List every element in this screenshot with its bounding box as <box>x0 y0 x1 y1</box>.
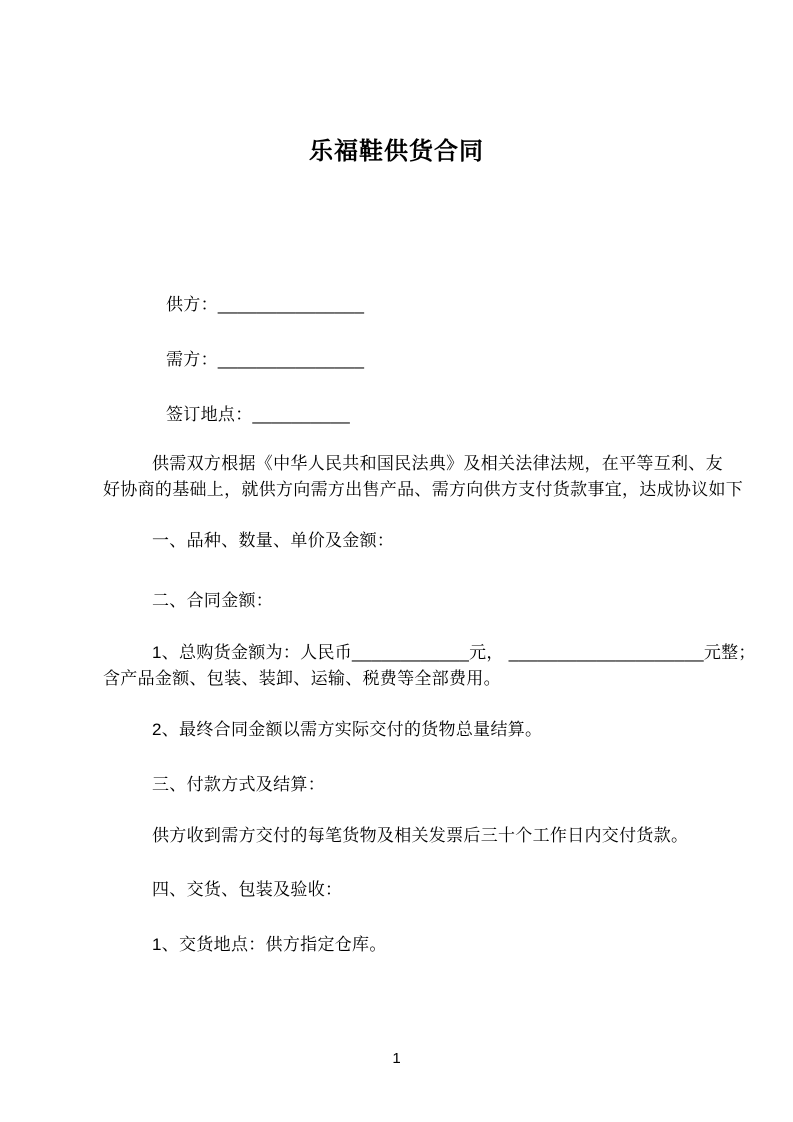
section-1-heading: 一、品种、数量、单价及金额： <box>152 531 395 550</box>
section-2-heading: 二、合同金额： <box>152 591 274 610</box>
field-supplier: 供方：_______________ <box>166 295 365 314</box>
intro-paragraph-line-1: 供需双方根据《中华人民共和国民法典》及相关法律法规，在平等互利、友 <box>152 454 723 473</box>
document-title: 乐福鞋供货合同 <box>309 138 484 165</box>
page-number: 1 <box>392 1050 401 1067</box>
intro-paragraph-line-2: 好协商的基础上，就供方向需方出售产品、需方向供方支付货款事宜，达成协议如下 <box>103 480 744 499</box>
section-4-heading: 四、交货、包装及验收： <box>152 880 343 899</box>
clause-delivery-location: 1、交货地点：供方指定仓库。 <box>152 935 387 954</box>
clause-final-amount: 2、最终合同金额以需方实际交付的货物总量结算。 <box>152 720 543 739</box>
section-3-heading: 三、付款方式及结算： <box>152 775 325 794</box>
clause-total-amount-line-1: 1、总购货金额为：人民币____________元， ____________________元整； <box>152 643 756 662</box>
field-buyer: 需方：_______________ <box>166 350 365 369</box>
clause-payment-terms: 供方收到需方交付的每笔货物及相关发票后三十个工作日内交付货款。 <box>152 826 689 845</box>
clause-total-amount-line-2: 含产品金额、包装、装卸、运输、税费等全部费用。 <box>103 669 501 688</box>
field-signing-location: 签订地点：__________ <box>166 405 351 424</box>
